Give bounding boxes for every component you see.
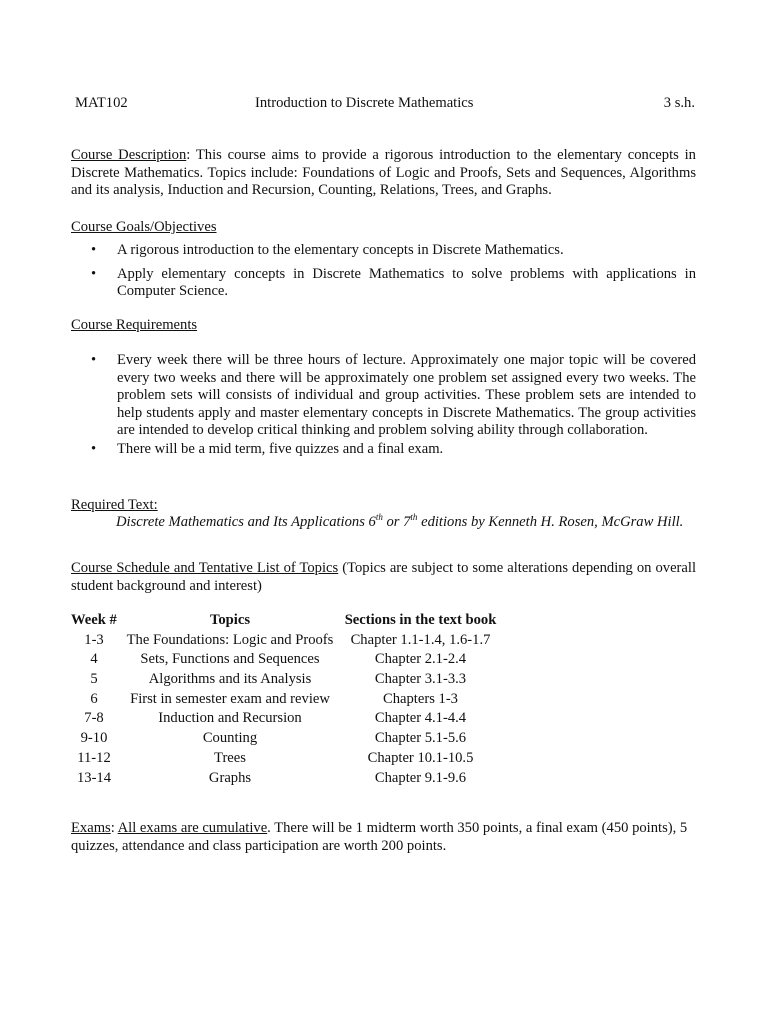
column-header-topics: Topics [209, 612, 251, 628]
requirement-text: Every week there will be three hours of lecture. Approximately one major topic will be covered every two weeks and there will be approximately one problem set assigned every two weeks. The problem sets will consists of individual and group activities. These problem sets are intended to help students apply and master elementary concepts in Discrete Mathematics. The group activities are intended to develop critical thinking and problem solving ability through collaboration. [117, 352, 696, 439]
table-row [71, 632, 498, 652]
column-header-week: Week # [71, 612, 117, 628]
requirements-heading: Course Requirements [71, 317, 198, 333]
goal-text: A rigorous introduction to the elementary concepts in Discrete Mathematics. [117, 242, 564, 258]
column-header-sections: Sections in the text book [344, 612, 497, 628]
topic-cell: The Foundations: Logic and Proofs [126, 631, 334, 648]
list-item [71, 352, 696, 440]
week-cell: 7-8 [84, 710, 104, 727]
week-cell: 13-14 [76, 769, 112, 786]
topic-cell: Sets, Functions and Sequences [140, 651, 320, 668]
course-header [75, 95, 695, 115]
exams-cumulative: All exams are cumulative [117, 820, 268, 836]
table-row [71, 691, 498, 711]
bullet-icon: • [91, 352, 97, 368]
bullet-icon: • [91, 242, 97, 258]
table-row [71, 710, 498, 730]
list-item [71, 266, 696, 301]
course-code: MAT102 [75, 95, 128, 111]
week-cell: 11-12 [77, 749, 111, 766]
topic-cell: Algorithms and its Analysis [148, 671, 312, 688]
schedule-heading: Course Schedule and Tentative List of Topics [71, 560, 339, 576]
edition-superscript: th [375, 512, 383, 523]
exams-separator: : [110, 820, 118, 836]
course-credits: 3 s.h. [663, 95, 695, 111]
topic-cell: Induction and Recursion [158, 710, 302, 727]
week-cell: 9-10 [80, 730, 108, 747]
requirement-text: There will be a mid term, five quizzes and a final exam. [117, 440, 444, 457]
table-row [71, 770, 498, 790]
topic-cell: Trees [214, 749, 246, 766]
book-rest: editions by Kenneth H. Rosen, McGraw Hill. [417, 514, 684, 530]
book-or: or 7 [382, 514, 411, 530]
table-row [71, 750, 498, 770]
section-cell: Chapters 1-3 [383, 690, 458, 707]
table-row [71, 651, 498, 671]
week-cell: 6 [90, 690, 98, 707]
section-cell: Chapter 2.1-2.4 [374, 651, 467, 668]
section-cell: Chapter 3.1-3.3 [374, 671, 467, 688]
topic-cell: First in semester exam and review [130, 690, 330, 707]
table-row [71, 730, 498, 750]
course-description-text: : This course aims to provide a rigorous introduction to the elementary concepts in Discrete Mathematics. Topics include: Foundations of Logic and Proofs, Sets and Sequences, Algorithms and its analysis, Induction and Recursion, Counting, Relations, Trees, and Graphs. [71, 147, 696, 199]
bullet-icon: • [91, 440, 97, 457]
section-cell: Chapter 4.1-4.4 [374, 710, 467, 727]
section-cell: Chapter 10.1-10.5 [367, 749, 474, 766]
course-description [71, 147, 696, 200]
edition-superscript: th [410, 512, 418, 523]
section-cell: Chapter 5.1-5.6 [374, 730, 467, 747]
course-title: Introduction to Discrete Mathematics [255, 95, 474, 111]
table-header-row [71, 612, 498, 632]
list-item [71, 242, 696, 260]
requirements-list [71, 352, 696, 459]
required-text-book [116, 514, 683, 532]
topic-cell: Graphs [208, 769, 252, 786]
exams-label: Exams [71, 820, 111, 836]
week-cell: 5 [90, 671, 98, 688]
section-cell: Chapter 1.1-1.4, 1.6-1.7 [350, 631, 491, 648]
table-row [71, 671, 498, 691]
goals-heading: Course Goals/Objectives [71, 219, 217, 235]
bullet-icon: • [91, 265, 97, 282]
section-cell: Chapter 9.1-9.6 [374, 769, 467, 786]
required-text-heading: Required Text: [71, 497, 158, 513]
course-description-label: Course Description [71, 147, 187, 163]
exams-paragraph [71, 820, 696, 855]
goal-text: Apply elementary concepts in Discrete Mathematics to solve problems with applications in Computer Science. [117, 265, 696, 300]
list-item [71, 441, 696, 459]
schedule-note: (Topics are subject to some alterations depending on overall student background and interest) [71, 560, 697, 594]
goals-list [71, 242, 696, 301]
topic-cell: Counting [202, 730, 258, 747]
schedule-table [71, 612, 498, 789]
week-cell: 1-3 [84, 631, 104, 648]
exams-text: . There will be 1 midterm worth 350 points, a final exam (450 points), 5 quizzes, attendance and class participation are worth 200 points. [71, 820, 688, 854]
schedule-intro [71, 560, 696, 595]
book-title: Discrete Mathematics and Its Applications 6 [116, 514, 376, 530]
week-cell: 4 [90, 651, 98, 668]
